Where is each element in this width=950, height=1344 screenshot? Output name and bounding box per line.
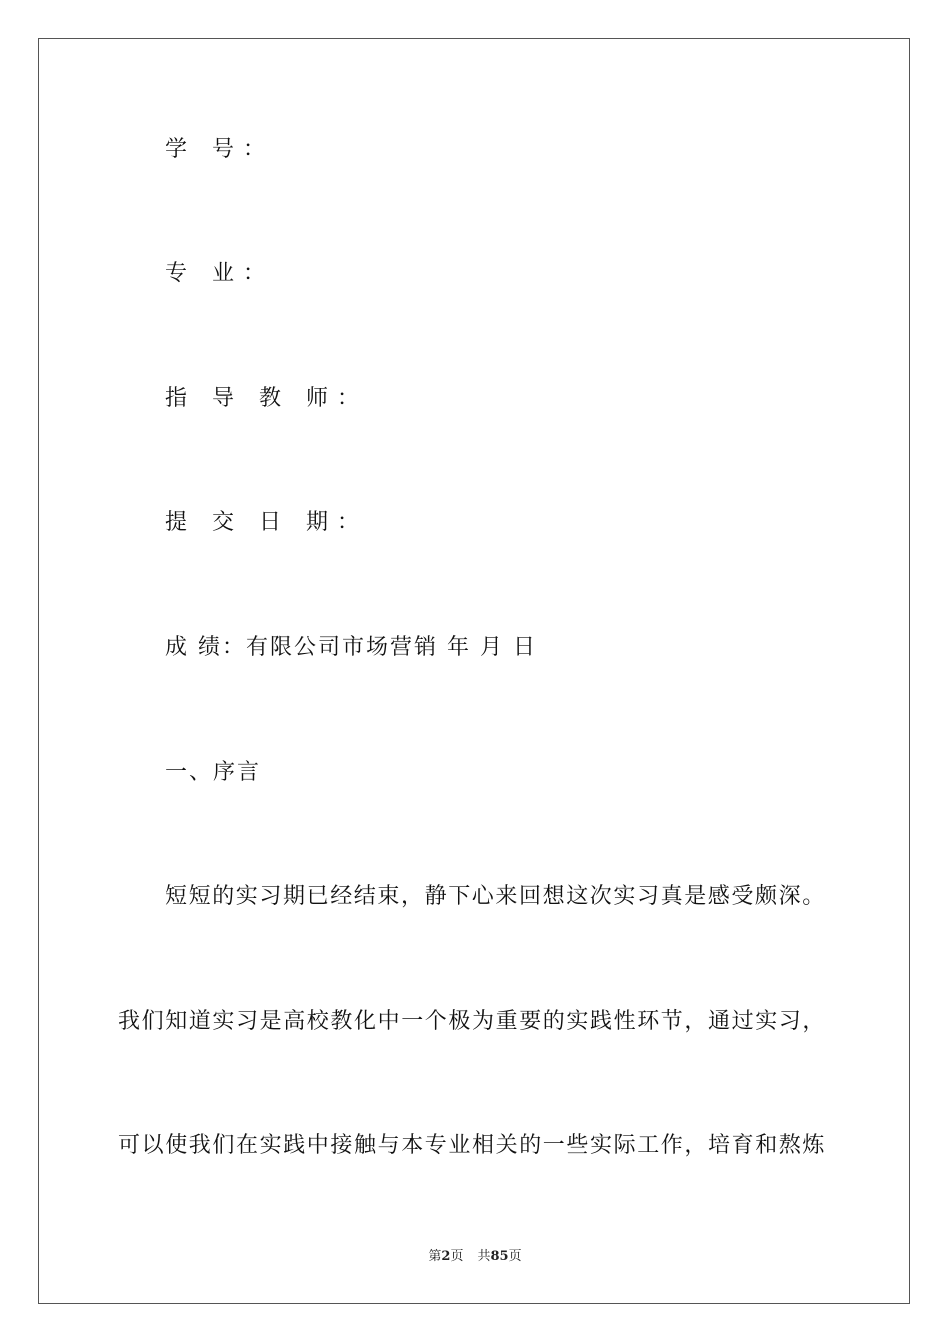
page-border [38,38,910,1304]
total-suffix: 页 [508,1249,522,1264]
paragraph-line-2: 我们知道实习是高校教化中一个极为重要的实践性环节，通过实习， [118,1009,827,1034]
page-suffix: 页 [450,1249,464,1264]
page-prefix: 第 [428,1249,442,1264]
paragraph-line-1: 短短的实习期已经结束，静下心来回想这次实习真是感受颇深。 [165,884,826,909]
grade-line: 成 绩：有限公司市场营销 年 月 日 [165,635,537,660]
section-heading: 一、序言 [165,760,262,785]
total-pages-number: 85 [490,1249,509,1264]
paragraph-line-3: 可以使我们在实践中接触与本专业相关的一些实际工作，培育和熬炼 [118,1133,827,1158]
student-id-label: 学 号： [165,137,274,162]
total-prefix: 共 [477,1249,491,1264]
submit-date-label: 提 交 日 期： [165,510,368,535]
page-footer [0,1248,950,1266]
major-label: 专 业： [165,261,274,286]
current-page-number: 2 [441,1249,451,1264]
advisor-label: 指 导 教 师： [165,386,368,411]
